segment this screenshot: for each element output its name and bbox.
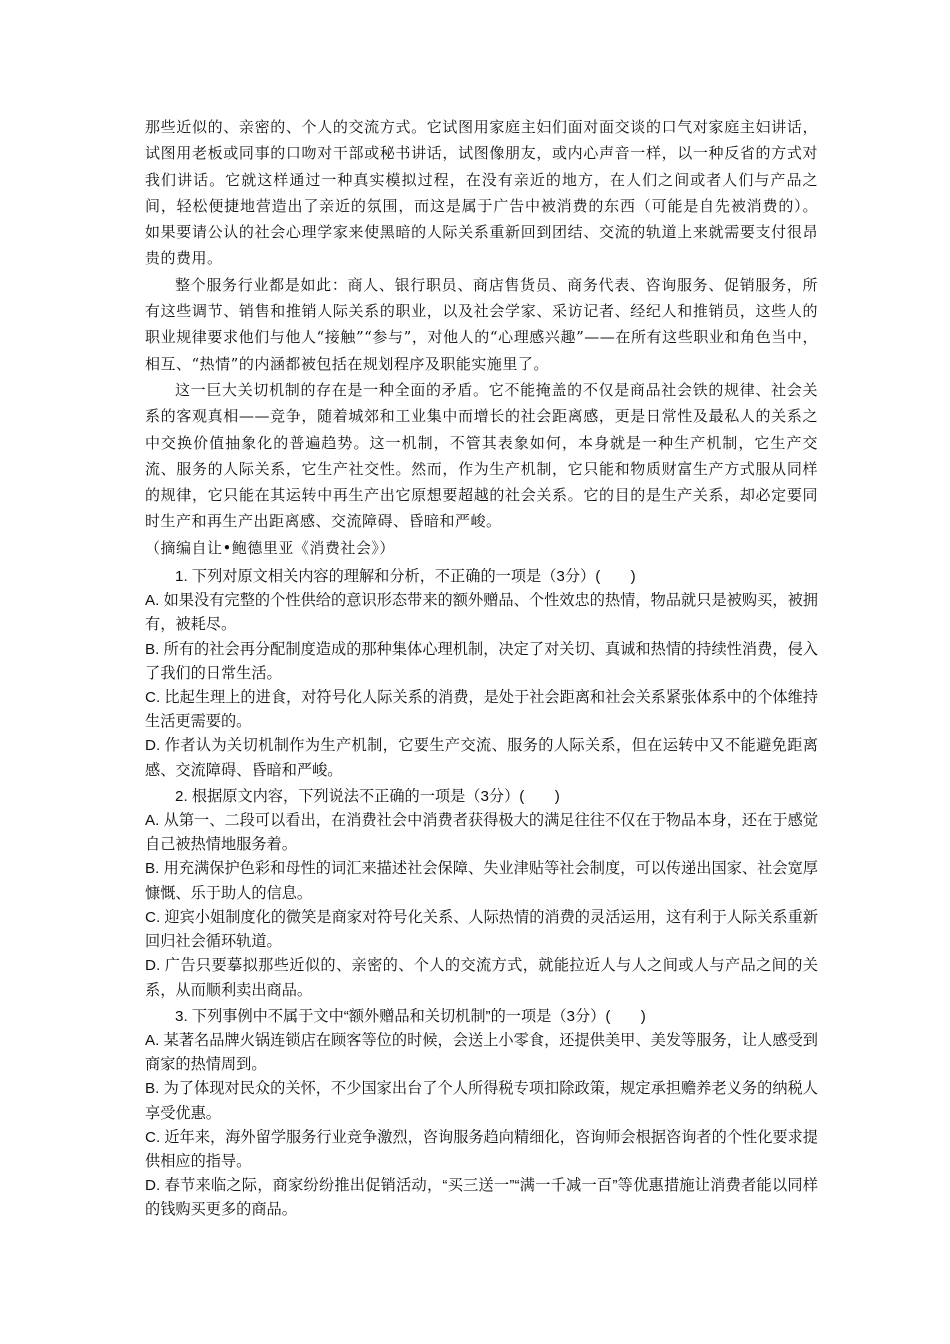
option-a: A. 某著名品牌火锅连锁店在顾客等位的时候，会送上小零食，还提供美甲、美发等服务，让人感受到商家的热情周到。 <box>145 1031 818 1074</box>
question-1 <box>145 565 818 783</box>
option-b: B. 所有的社会再分配制度造成的那种集体心理机制，决定了对关切、真诚和热情的持续性消费，侵入了我们的日常生活。 <box>145 640 818 682</box>
question-3 <box>145 1005 818 1223</box>
option-c: C. 近年来，海外留学服务行业竞争激烈，咨询服务趋向精细化，咨询师会根据咨询者的个性化要求提供相应的指导。 <box>145 1128 818 1170</box>
option-a: A. 从第一、二段可以看出，在消费社会中消费者获得极大的满足往往不仅在于物品本身，还在于感觉自己被热情地服务着。 <box>145 812 818 854</box>
option-b: B. 为了体现对民众的关怀，不少国家出台了个人所得税专项扣除政策，规定承担赡养老义务的纳税人享受优惠。 <box>145 1080 818 1122</box>
reading-passage <box>145 114 818 561</box>
passage-source: （摘编自让•鲍德里亚《消费社会》） <box>145 538 395 557</box>
question-stem: 1. 下列对原文相关内容的理解和分析，不正确的一项是（3分）( ) <box>175 568 636 586</box>
question-list <box>145 565 818 1222</box>
option-d: D. 春节来临之际，商家纷纷推出促销活动，“买三送一”“满一千减一百”等优惠措施让消费者能以同样的钱购买更多的商品。 <box>145 1177 818 1219</box>
option-d: D. 广告只要摹拟那些近似的、亲密的、个人的交流方式，就能拉近人与人之间或人与产品之间的关系，从而顺利卖出商品。 <box>145 957 818 999</box>
option-b: B. 用充满保护色彩和母性的词汇来描述社会保障、失业津贴等社会制度，可以传递出国家、社会宽厚慷慨、乐于助人的信息。 <box>145 860 818 902</box>
option-d: D. 作者认为关切机制作为生产机制，它要生产交流、服务的人际关系，但在运转中又不能避免距离感、交流障碍、昏暗和严峻。 <box>145 737 818 779</box>
option-c: C. 比起生理上的进食，对符号化人际关系的消费，是处于社会距离和社会关系紧张体系中的个体维持生活更需要的。 <box>145 689 818 731</box>
question-2 <box>145 785 818 1003</box>
passage-paragraph-2: 整个服务行业都是如此：商人、银行职员、商店售货员、商务代表、咨询服务、促销服务，所有这些调节、销售和推销人际关系的职业，以及社会学家、采访记者、经纪人和推销员，这些人的职业规律要求他们与他人“接触”“参与”，对他人的“心理感兴趣”——在所有这些职业和角色当中，相互、“热情”的内涵都被包括在规划程序及职能实施里了。 <box>145 275 818 373</box>
option-a: A. 如果没有完整的个性供给的意识形态带来的额外赠品、个性效忠的热情，物品就只是被购买，被拥有，被耗尽。 <box>145 592 818 634</box>
option-c: C. 迎宾小姐制度化的微笑是商家对符号化关系、人际热情的消费的灵活运用，这有利于人际关系重新回归社会循环轨道。 <box>145 908 818 951</box>
passage-paragraph-3: 这一巨大关切机制的存在是一种全面的矛盾。它不能掩盖的不仅是商品社会铁的规律、社会关系的客观真相——竞争，随着城郊和工业集中而增长的社会距离感，更是日常性及最私人的关系之中交换价值抽象化的普遍趋势。这一机制，不管其表象如何，本身就是一种生产机制，它生产交流、服务的人际关系，它生产社交性。然而，作为生产机制，它只能和物质财富生产方式服从同样的规律，它只能在其运转中再生产出它原想要超越的社会关系。它的目的是生产关系，却必定要同时生产和再生产出距离感、交流障碍、昏暗和严峻。 <box>145 380 818 531</box>
question-stem: 2. 根据原文内容，下列说法不正确的一项是（3分）( ) <box>175 787 560 805</box>
passage-paragraph-1: 那些近似的、亲密的、个人的交流方式。它试图用家庭主妇们面对面交谈的口气对家庭主妇讲话，试图用老板或同事的口吻对干部或秘书讲话，试图像朋友，或内心声音一样，以一种反省的方式对我们讲话。它就这样通过一种真实模拟过程，在没有亲近的地方，在人们之间或者人们与产品之间，轻松便捷地营造出了亲近的氛围，而这是属于广告中被消费的东西（可能是自先被消费的）。如果要请公认的社会心理学家来使黑暗的人际关系重新回到团结、交流的轨道上来就需要支付很昂贵的费用。 <box>145 118 818 268</box>
question-stem: 3. 下列事例中不属于文中“额外赠品和关切机制”的一项是（3分）( ) <box>175 1007 646 1025</box>
